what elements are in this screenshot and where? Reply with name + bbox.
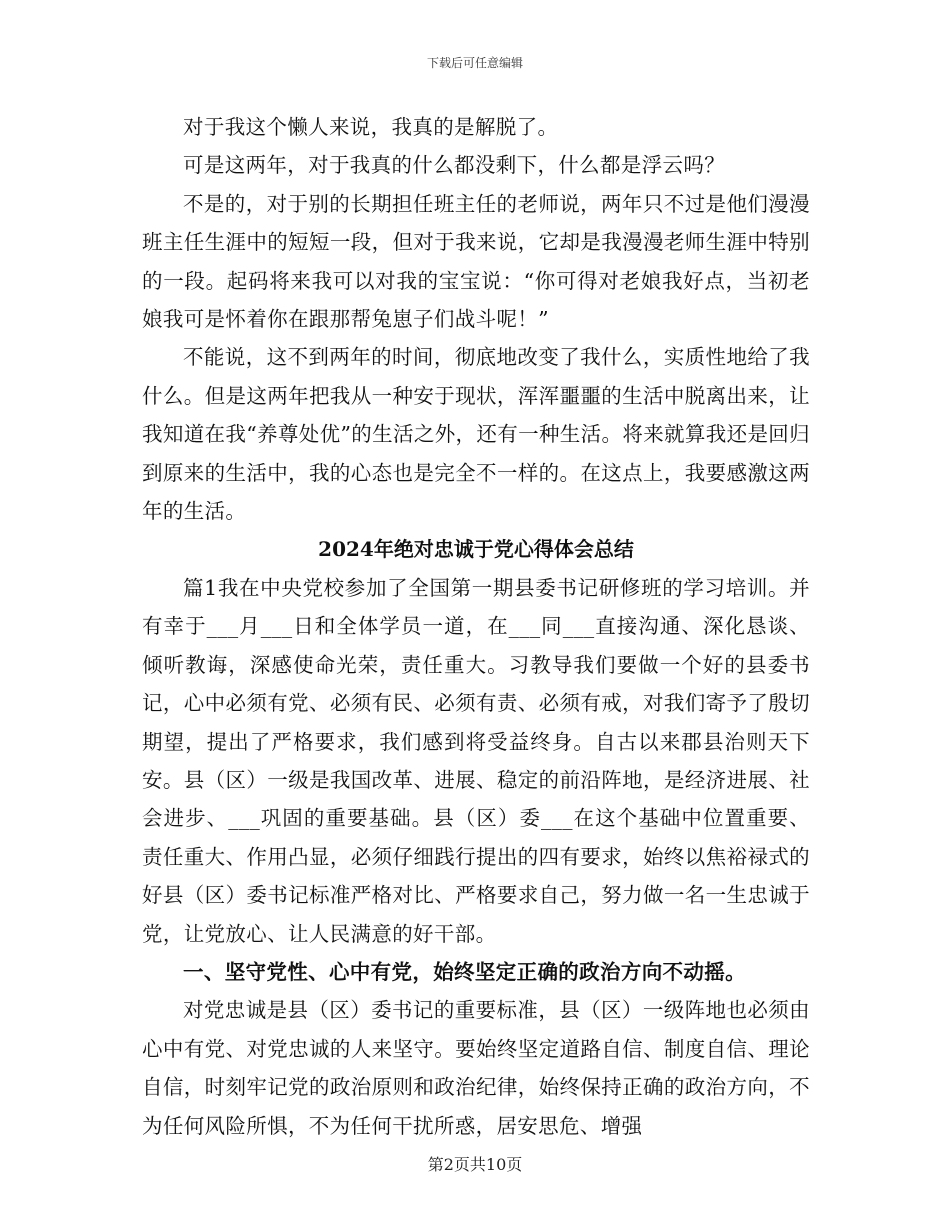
paragraph-5: 篇1我在中央党校参加了全国第一期县委书记研修班的学习培训。并有幸于___月___日和全体学员一道，在___同___直接沟通、深化恳谈、倾听教诲，深感使命光荣，责任重大。习教导我们要做一个好的县委书记，心中必须有党、必须有民、必须有责、必须有戒，对我们寄予了殷切期望，提出了严格要求，我们感到将受益终身。自古以来郡县治则天下安。县（区）一级是我国改革、进展、稳定的前沿阵地，是经济进展、社会进步、___巩固的重要基础。县（区）委___在这个基础中位置重要、责任重大、作用凸显，必须仔细践行提出的四有要求，始终以焦裕禄式的好县（区）委书记标准严格对比、严格要求自己，努力做一名一生忠诚于党，让党放心、让人民满意的好干部。 — [142, 575, 810, 946]
page-footer: 第2页共10页 — [427, 1155, 523, 1174]
section-heading-1: 一、坚守党性、心中有党，始终坚定正确的政治方向不动摇。 — [183, 959, 746, 984]
section-title: 2024年绝对忠诚于党心得体会总结 — [318, 537, 634, 562]
paragraph-1: 对于我这个懒人来说，我真的是解脱了。 — [183, 115, 559, 139]
paragraph-6: 对党忠诚是县（区）委书记的重要标准，县（区）一级阵地也必须由心中有党、对党忠诚的人来坚守。要始终坚定道路自信、制度自信、理论自信，时刻牢记党的政治原则和政治纪律，始终保持正确的政治方向，不为任何风险所惧，不为任何干扰所惑，居安思危、增强 — [142, 998, 810, 1138]
paragraph-2: 可是这两年，对于我真的什么都没剩下，什么都是浮云吗？ — [183, 153, 726, 178]
paragraph-3: 不是的，对于别的长期担任班主任的老师说，两年只不过是他们漫漫班主任生涯中的短短一段，但对于我来说，它却是我漫漫老师生涯中特别的一段。起码将来我可以对我的宝宝说：“你可得对老娘我好点，当初老娘我可是怀着你在跟那帮兔崽子们战斗呢！” — [142, 191, 810, 332]
page-header: 下载后可任意编辑 — [426, 56, 523, 70]
paragraph-4: 不能说，这不到两年的时间，彻底地改变了我什么，实质性地给了我什么。但是这两年把我从一种安于现状，浑浑噩噩的生活中脱离出来，让我知道在我“养尊处优”的生活之外，还有一种生活。将来就算我还是回归到原来的生活中，我的心态也是完全不一样的。在这点上，我要感激这两年的生活。 — [142, 345, 811, 524]
document-body — [142, 108, 810, 1145]
